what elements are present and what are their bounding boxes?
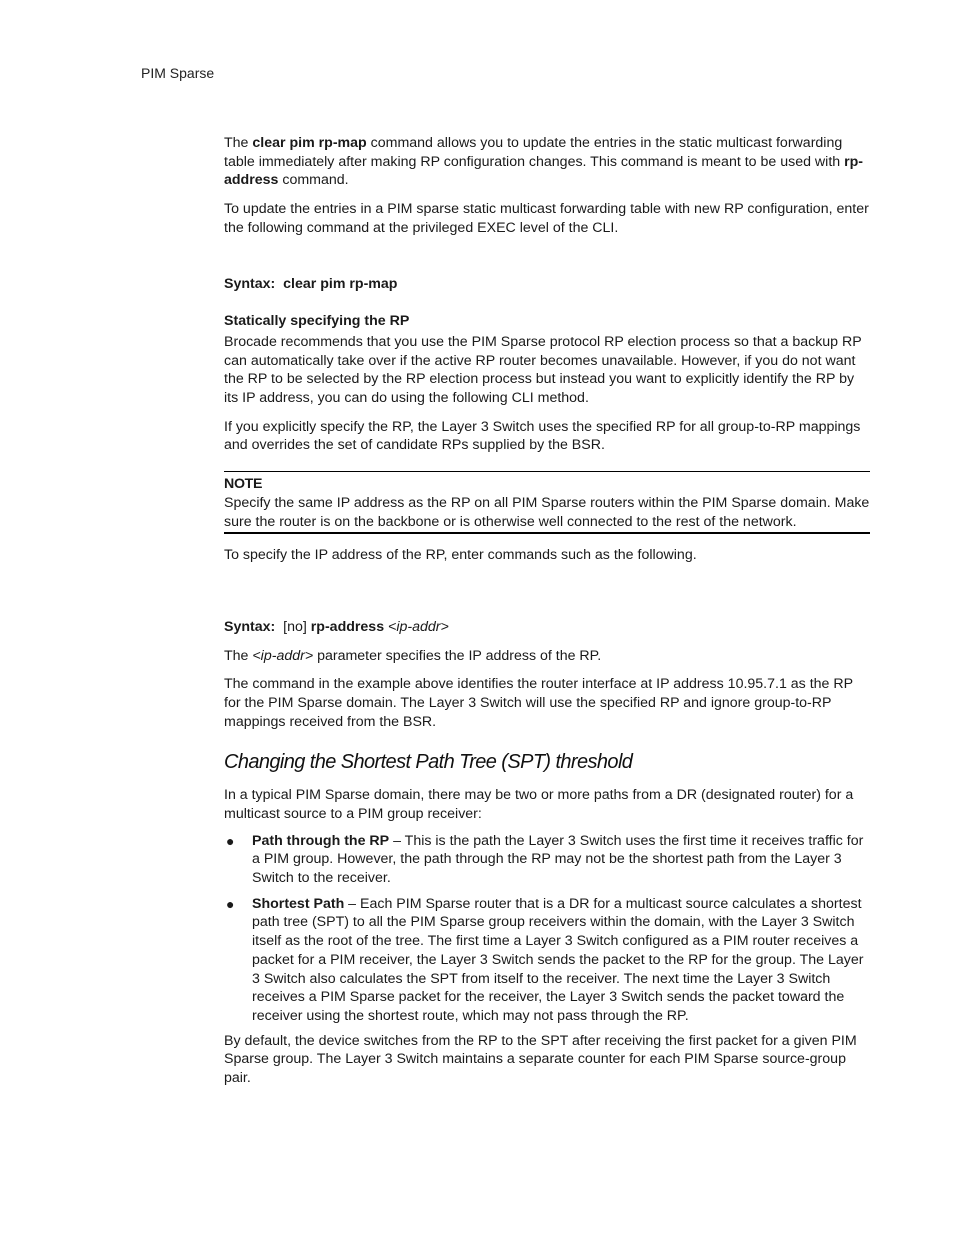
paragraph-example-explanation: The command in the example above identifies the router interface at IP address 10.95.7.1 as the RP for the PIM Sparse domain. The Layer 3 Switch will use the specified RP and ignore group-to-RP mappings received from the BSR. <box>224 676 853 730</box>
bullet-text: – This is the path the Layer 3 Switch uses the first time it receives traffic for a PIM group. However, the path through the RP may not be the shortest path from the Layer 3 Switch to the receiver. <box>252 832 864 886</box>
list-item <box>224 895 870 1026</box>
page-content <box>224 134 870 1088</box>
syntax-label: Syntax: <box>224 618 276 635</box>
syntax-clear-pim-rp-map <box>224 275 870 294</box>
note-label: NOTE <box>224 476 263 493</box>
bullet-list-paths <box>224 832 870 1026</box>
bullet-text: – Each PIM Sparse router that is a DR for a multicast source calculates a shortest path tree (SPT) to all the PIM Sparse group receivers within the domain, with the Layer 3 Switch itself as the root of the tree. The first time a Layer 3 Switch configured as a PIM router receives a packet for a PIM receiver, the Layer 3 Switch sends the packet to the RP for the group. The Layer 3 Switch also calculates the SPT from itself to the receiver. The next time the Layer 3 Switch receives a PIM Sparse packet for the receiver, the Layer 3 Switch sends the packet toward the receiver using the shortest route, which may not pass through the RP. <box>252 895 864 1024</box>
bullet-term: Path through the RP <box>252 832 390 849</box>
paragraph-ip-addr-param: The <ip-addr> parameter specifies the IP address of the RP. <box>224 647 602 664</box>
command-rp-address: rp-address <box>224 153 864 189</box>
note-box <box>224 471 870 534</box>
parameter-ip-addr: <ip-addr> <box>252 647 314 664</box>
paragraph-specify-ip: To specify the IP address of the RP, enter commands such as the following. <box>224 547 697 564</box>
note-text: Specify the same IP address as the RP on all PIM Sparse routers within the PIM Sparse domain. Make sure the router is on the backbone or is otherwise well connected to the rest of the network. <box>224 494 870 530</box>
command-clear-pim-rp-map: clear pim rp-map <box>252 135 367 151</box>
bullet-term: Shortest Path <box>252 895 345 912</box>
syntax-command: clear pim rp-map <box>283 275 398 292</box>
section-heading-spt-threshold: Changing the Shortest Path Tree (SPT) threshold <box>224 751 633 774</box>
paragraph-update-entries: To update the entries in a PIM sparse static multicast forwarding table with new RP configuration, enter the following command at the privileged EXEC level of the CLI. <box>224 201 869 236</box>
subheading-statically-specifying-rp: Statically specifying the RP <box>224 313 410 330</box>
paragraph-clear-pim-intro: The clear pim rp-map command allows you to update the entries in the static multicast forwarding table immediately after making RP configuration changes. This command is meant to be used with rp-address command. <box>224 135 864 189</box>
syntax-parameter: <ip-addr> <box>388 618 449 635</box>
running-header: PIM Sparse <box>141 65 215 81</box>
paragraph-typical-domain: In a typical PIM Sparse domain, there may be two or more paths from a DR (designated router) for a multicast source to a PIM group receiver: <box>224 787 854 822</box>
list-item <box>224 832 870 888</box>
bullet-icon: ● <box>226 832 235 849</box>
syntax-command: rp-address <box>310 618 385 635</box>
syntax-optional: [no] <box>283 618 307 635</box>
syntax-label: Syntax: <box>224 275 276 292</box>
paragraph-default-switch: By default, the device switches from the RP to the SPT after receiving the first packet for a given PIM Sparse group. The Layer 3 Switch maintains a separate counter for each PIM Sparse source-group pair. <box>224 1032 857 1087</box>
paragraph-explicit-rp: If you explicitly specify the RP, the Layer 3 Switch uses the specified RP for all group-to-RP mappings and overrides the set of candidate RPs supplied by the BSR. <box>224 418 861 454</box>
paragraph-brocade-recommends: Brocade recommends that you use the PIM Sparse protocol RP election process so that a backup RP can automatically take over if the active RP router becomes unavailable. However, if you do not want the RP to be selected by the RP election process but instead you want to explicitly identify the RP by its IP address, you can do using the following CLI method. <box>224 333 862 407</box>
syntax-rp-address <box>224 618 870 637</box>
bullet-icon: ● <box>226 895 235 912</box>
